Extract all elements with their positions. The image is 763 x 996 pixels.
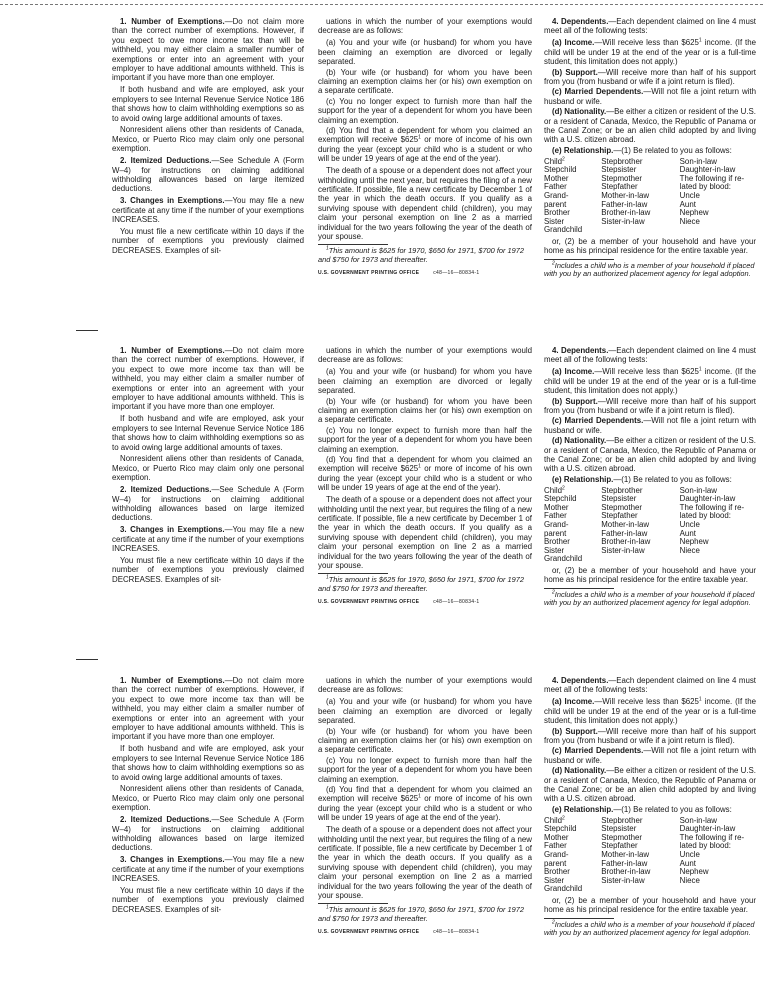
section-itemized-deductions (112, 485, 304, 523)
relationship-cell: Child$^2$ (544, 815, 565, 825)
test-heading: (e) Relationship. (552, 804, 614, 814)
footnote-text: Includes a child who is a member of your household if placed with you by an authorized placement agency for legal adoption. (544, 589, 755, 608)
relationship-cell: Stepmother (601, 832, 643, 842)
test-text: —Will not file a joint return with husband or wife. (544, 746, 756, 765)
test-heading: (a) Income. (552, 367, 595, 377)
relationship-cell: Sister (544, 875, 565, 885)
section-heading: 1. Number of Exemptions. (120, 676, 225, 685)
relationship-cell: Stepmother (601, 173, 643, 183)
relationship-cell: Daughter-in-law (679, 494, 736, 504)
item-text: or more of income of his own during the year (except your child who is a student or who will be under 19 years of age at the end of the year). (318, 135, 532, 164)
paragraph-household-member: or, (2) be a member of your household and have your home as his principal residence for the entire taxable year. (544, 237, 756, 256)
relationship-cell: Niece (679, 875, 700, 885)
test-text: —(1) Be related to you as follows: (613, 804, 732, 814)
relationship-cell: Aunt (679, 858, 696, 868)
relationship-cell (601, 226, 679, 235)
footnote-marker: 2 (561, 485, 565, 492)
relationship-table (544, 817, 756, 894)
paragraph-nonresident-aliens: Nonresident aliens other than residents of Canada, Mexico, or Puerto Rico may claim only one personal exemption. (112, 784, 304, 813)
item-a-divorced: (a) You and your wife (or husband) for whom you have been claiming an exemption are divorced or legally separated. (318, 697, 532, 726)
relationship-row (544, 226, 756, 235)
relationship-cell: Father-in-law (601, 858, 648, 868)
paragraph-must-file: You must file a new certificate within 10 days if the number of exemptions you previously claimed DECREASES. Examples of sit- (112, 556, 304, 584)
section-heading: 2. Itemized Deductions. (120, 815, 212, 825)
relationship-cell: Sister-in-law (601, 216, 645, 226)
relationship-table (544, 487, 756, 564)
section-text: —See Schedule A (Form W–4) for instructions on claiming additional withholding allowances based on large itemized deductions. (112, 815, 304, 853)
test-text: —Will not file a joint return with husband or wife. (544, 87, 756, 106)
footnote-marker: 1 (326, 574, 329, 581)
test-text: —(1) Be related to you as follows: (613, 474, 732, 484)
relationship-cell: Stepbrother (601, 485, 643, 495)
relationship-cell: lated by blood: (679, 841, 731, 851)
footnote-marker: 1 (698, 366, 702, 373)
printing-office-line (318, 598, 532, 607)
footnote-2 (544, 921, 756, 938)
instruction-copy (0, 676, 763, 996)
relationship-cell (680, 226, 756, 235)
relationship-cell: Mother-in-law (601, 191, 650, 201)
relationship-cell: Stepchild (544, 494, 577, 504)
test-e-relationship (544, 805, 756, 814)
test-text: income. (If the child will be under 19 at the end of the year or is a full-time student, this limitation does not apply.) (544, 367, 756, 396)
section-heading: 3. Changes in Exemptions. (120, 196, 225, 206)
section-text: —Each dependent claimed on line 4 must meet all of the following tests: (544, 676, 756, 695)
footnote-marker: 1 (418, 793, 421, 800)
footnote-marker: 2 (561, 156, 565, 163)
relationship-cell: Nephew (679, 867, 709, 877)
section-dependents (544, 17, 756, 36)
relationship-cell: Child$^2$ (544, 485, 565, 495)
relationship-cell: Stepchild (544, 165, 577, 175)
relationship-table (544, 158, 756, 235)
section-changes-in-exemptions (112, 525, 304, 553)
paragraph-husband-wife: If both husband and wife are employed, ask your employers to see Internal Revenue Service Notice 186 that shows how to claim withholding exemptions so as to avoid owing large additional amounts of taxes. (112, 85, 304, 123)
test-text: —Be either a citizen or resident of the U.S. or a resident of Canada, Mexico, the Republic of Panama or the Canal Zone; or be an alien child adopted by and living with a U.S. citizen abroad. (544, 436, 756, 474)
test-d-nationality (544, 436, 756, 474)
paragraph-nonresident-aliens: Nonresident aliens other than residents of Canada, Mexico, or Puerto Rico may claim only one personal exemption. (112, 125, 304, 154)
relationship-cell: Nephew (679, 208, 709, 218)
relationship-row (544, 530, 756, 539)
relationship-row (544, 521, 756, 530)
test-c-married (544, 416, 756, 435)
relationship-cell: The following if re- (679, 502, 745, 512)
section-number-of-exemptions (112, 17, 304, 83)
relationship-cell: Stepsister (601, 824, 637, 834)
column-right (544, 676, 756, 941)
relationship-row (544, 885, 756, 894)
column-left (112, 17, 304, 258)
section-text: —Do not claim more than the correct number of exemptions. However, if you expect to owe more income tax than will be withheld, you may either claim a smaller number of exemptions or enter into an agreement with your employer to have additional amounts withheld. This is important if you have more than one employer. (112, 17, 304, 83)
item-text: or more of income of his own during the year (except your child who is a student or who will be under 19 years of age at the end of the year). (318, 794, 532, 823)
test-text: —Will receive more than half of his support from you (from husband or wife if a joint return is filed). (544, 726, 756, 745)
relationship-cell: Grand- (544, 850, 569, 860)
footnote-text: Includes a child who is a member of your household if placed with you by an authorized placement agency for legal adoption. (544, 919, 755, 938)
item-d-dependent-income (318, 455, 532, 493)
item-c-support: (c) You no longer expect to furnish more than half the support for the year of a dependent for whom you have been claiming an exemption. (318, 96, 532, 125)
footnote-text: This amount is $625 for 1970, $650 for 1971, $700 for 1972 and $750 for 1973 and thereafter. (318, 246, 524, 264)
test-heading: (d) Nationality. (552, 107, 607, 117)
paragraph-husband-wife: If both husband and wife are employed, ask your employers to see Internal Revenue Service Notice 186 that shows how to claim withholding exemptions so as to avoid owing large additional amounts of taxes. (112, 414, 304, 452)
test-heading: (b) Support. (552, 67, 598, 77)
footnote-marker: 2 (552, 919, 555, 926)
relationship-cell: Mother (544, 173, 569, 183)
relationship-row (544, 201, 756, 210)
printing-office-line (318, 928, 532, 937)
instruction-copy (0, 346, 763, 666)
section-text: —See Schedule A (Form W–4) for instructions on claiming additional withholding allowances based on large itemized deductions. (112, 485, 304, 523)
footnote-text: Includes a child who is a member of your household if placed with you by an authorized placement agency for legal adoption. (544, 260, 755, 279)
section-changes-in-exemptions (112, 196, 304, 224)
test-heading: (d) Nationality. (552, 766, 607, 776)
section-heading: 3. Changes in Exemptions. (120, 855, 225, 865)
printing-office-name: U.S. GOVERNMENT PRINTING OFFICE (318, 598, 420, 605)
section-text: —You may file a new certificate at any time if the number of your exemptions INCREASES. (112, 525, 304, 554)
relationship-cell (601, 555, 679, 564)
item-a-divorced: (a) You and your wife (or husband) for whom you have been claiming an exemption are divorced or legally separated. (318, 38, 532, 67)
column-left (112, 346, 304, 587)
relationship-cell: Stepmother (601, 502, 643, 512)
relationship-cell: parent (544, 199, 567, 209)
relationship-cell: Grandchild (544, 554, 583, 564)
item-text: (d) You find that a dependent for whom you claimed an exemption will receive $625 (318, 454, 532, 474)
paragraph-decrease-intro: uations in which the number of your exemptions would decrease are as follows: (318, 676, 532, 695)
section-dependents (544, 346, 756, 365)
item-c-support: (c) You no longer expect to furnish more than half the support for the year of a dependent for whom you have been claiming an exemption. (318, 755, 532, 784)
column-middle (318, 676, 532, 937)
section-text: —Each dependent claimed on line 4 must meet all of the following tests: (544, 346, 756, 365)
relationship-cell: Stepfather (601, 182, 638, 192)
relationship-cell: Stepchild (544, 824, 577, 834)
relationship-cell: Stepfather (601, 511, 638, 521)
printing-code: c48—16—80834-1 (433, 598, 480, 605)
section-text: —Do not claim more than the correct number of exemptions. However, if you expect to owe more income tax than will be withheld, you may either claim a smaller number of exemptions or enter into an agreement with your employer to have additional amounts withheld. This is important if you have more than one employer. (112, 346, 304, 412)
footnote-marker: 1 (326, 904, 329, 911)
section-heading: 2. Itemized Deductions. (120, 485, 212, 495)
relationship-cell: Mother-in-law (601, 850, 650, 860)
relationship-cell: Aunt (679, 199, 696, 209)
footnote-marker: 2 (552, 260, 555, 267)
relationship-cell: Grand- (544, 191, 569, 201)
relationship-row (544, 555, 756, 564)
section-number-of-exemptions (112, 346, 304, 412)
relationship-cell: Grand- (544, 520, 569, 530)
item-a-divorced: (a) You and your wife (or husband) for whom you have been claiming an exemption are divorced or legally separated. (318, 367, 532, 396)
footnote-1 (318, 247, 532, 264)
relationship-cell: parent (544, 528, 567, 538)
relationship-cell: The following if re- (679, 173, 745, 183)
test-e-relationship (544, 475, 756, 484)
column-right (544, 346, 756, 611)
relationship-row (544, 183, 756, 192)
printing-office-line (318, 269, 532, 278)
relationship-row (544, 842, 756, 851)
printing-code: c48—16—80834-1 (433, 269, 480, 276)
relationship-cell: Father (544, 841, 567, 851)
paragraph-decrease-intro: uations in which the number of your exemptions would decrease are as follows: (318, 346, 532, 365)
test-text: —Will receive less than $625 (594, 367, 699, 377)
printing-office-name: U.S. GOVERNMENT PRINTING OFFICE (318, 269, 420, 276)
relationship-cell: Child$^2$ (544, 156, 565, 166)
column-middle (318, 346, 532, 607)
paragraph-household-member: or, (2) be a member of your household and have your home as his principal residence for the entire taxable year. (544, 896, 756, 915)
item-d-dependent-income (318, 126, 532, 164)
paragraph-decrease-intro: uations in which the number of your exemptions would decrease are as follows: (318, 17, 532, 36)
relationship-cell: Father (544, 182, 567, 192)
relationship-cell: Sister (544, 545, 565, 555)
section-heading: 1. Number of Exemptions. (120, 346, 225, 355)
column-middle (318, 17, 532, 278)
relationship-row (544, 868, 756, 877)
test-heading: (a) Income. (552, 697, 595, 707)
test-heading: (c) Married Dependents. (552, 746, 644, 756)
section-heading: 4. Dependents. (552, 676, 609, 685)
paragraph-must-file: You must file a new certificate within 10 days if the number of exemptions you previously claimed DECREASES. Examples of sit- (112, 886, 304, 914)
test-text: —Will receive less than $625 (594, 697, 699, 707)
printing-code: c48—16—80834-1 (433, 928, 480, 935)
paragraph-household-member: or, (2) be a member of your household and have your home as his principal residence for the entire taxable year. (544, 566, 756, 585)
relationship-cell: Niece (679, 545, 700, 555)
section-text: —Do not claim more than the correct number of exemptions. However, if you expect to owe more income tax than will be withheld, you may either claim a smaller number of exemptions or enter into an agreement with your employer to have additional amounts withheld. This is important if you have more than one employer. (112, 676, 304, 742)
relationship-cell: Sister (544, 216, 565, 226)
relationship-cell: Son-in-law (679, 156, 717, 166)
relationship-cell: lated by blood: (679, 182, 731, 192)
paragraph-nonresident-aliens: Nonresident aliens other than residents of Canada, Mexico, or Puerto Rico may claim only one personal exemption. (112, 454, 304, 483)
item-text: (d) You find that a dependent for whom you claimed an exemption will receive $625 (318, 125, 532, 145)
footnote-marker: 2 (552, 589, 555, 596)
footnote-marker: 1 (698, 696, 702, 703)
test-heading: (d) Nationality. (552, 436, 607, 446)
test-b-support (544, 397, 756, 416)
test-c-married (544, 746, 756, 765)
section-number-of-exemptions (112, 676, 304, 742)
test-a-income (544, 697, 756, 725)
relationship-cell: Stepsister (601, 494, 637, 504)
relationship-cell: Brother-in-law (601, 537, 651, 547)
paragraph-must-file: You must file a new certificate within 10 days if the number of exemptions you previously claimed DECREASES. Examples of sit- (112, 227, 304, 255)
relationship-cell: Brother-in-law (601, 867, 651, 877)
test-text: income. (If the child will be under 19 at the end of the year or is a full-time student, this limitation does not apply.) (544, 38, 756, 67)
section-heading: 1. Number of Exemptions. (120, 17, 225, 26)
relationship-cell: Daughter-in-law (679, 824, 736, 834)
section-heading: 3. Changes in Exemptions. (120, 525, 225, 535)
test-text: —Will receive less than $625 (594, 38, 699, 48)
test-a-income (544, 38, 756, 66)
footnote-marker: 1 (698, 37, 702, 44)
relationship-cell (680, 885, 756, 894)
relationship-row (544, 860, 756, 869)
relationship-cell: Nephew (679, 537, 709, 547)
item-c-support: (c) You no longer expect to furnish more than half the support for the year of a dependent for whom you have been claiming an exemption. (318, 425, 532, 454)
test-heading: (b) Support. (552, 726, 598, 736)
section-heading: 4. Dependents. (552, 17, 609, 26)
section-text: —Each dependent claimed on line 4 must meet all of the following tests: (544, 17, 756, 36)
test-d-nationality (544, 107, 756, 145)
section-text: —See Schedule A (Form W–4) for instructions on claiming additional withholding allowances based on large itemized deductions. (112, 156, 304, 194)
footnote-2 (544, 262, 756, 279)
test-heading: (e) Relationship. (552, 474, 614, 484)
relationship-cell: Uncle (679, 520, 700, 530)
paragraph-death-of-spouse: The death of a spouse or a dependent does not affect your withholding until the next year, but requires the filing of a new certificate. If possible, file a new certificate by December 1 of the year in which the death occurs. If you qualify as a surviving spouse with dependent child (children), you may claim your personal exemption on line 2 as a married individual for the two years following the year of the death of your spouse. (318, 495, 532, 570)
relationship-cell: Sister-in-law (601, 875, 645, 885)
section-heading: 4. Dependents. (552, 346, 609, 355)
paragraph-death-of-spouse: The death of a spouse or a dependent does not affect your withholding until the next year, but requires the filing of a new certificate. If possible, file a new certificate by December 1 of the year in which the death occurs. If you qualify as a surviving spouse with dependent child (children), you may claim your personal exemption on line 2 as a married individual for the two years following the year of the death of your spouse. (318, 825, 532, 900)
column-right (544, 17, 756, 282)
relationship-row (544, 209, 756, 218)
test-b-support (544, 727, 756, 746)
test-b-support (544, 68, 756, 87)
relationship-cell: Mother (544, 832, 569, 842)
item-d-dependent-income (318, 785, 532, 823)
relationship-cell: Grandchild (544, 884, 583, 894)
test-heading: (e) Relationship. (552, 145, 614, 155)
relationship-cell (601, 885, 679, 894)
relationship-cell: Uncle (679, 850, 700, 860)
relationship-cell: The following if re- (679, 832, 745, 842)
relationship-cell: Father-in-law (601, 528, 648, 538)
section-heading: 2. Itemized Deductions. (120, 156, 212, 166)
relationship-cell: Brother (544, 537, 570, 547)
relationship-cell (680, 555, 756, 564)
test-heading: (c) Married Dependents. (552, 416, 644, 426)
test-text: —Will not file a joint return with husband or wife. (544, 416, 756, 435)
test-text: —Will receive more than half of his support from you (from husband or wife if a joint return is filed). (544, 67, 756, 86)
section-itemized-deductions (112, 815, 304, 853)
relationship-cell: Son-in-law (679, 485, 717, 495)
section-text: —You may file a new certificate at any time if the number of your exemptions INCREASES. (112, 196, 304, 225)
instruction-copy (0, 17, 763, 337)
footnote-2 (544, 591, 756, 608)
item-b-separate-certificate: (b) Your wife (or husband) for whom you have been claiming an exemption claims her (or his) own exemption on a separate certificate. (318, 726, 532, 755)
test-text: —Will receive more than half of his support from you (from husband or wife if a joint return is filed). (544, 396, 756, 415)
relationship-cell: Brother-in-law (601, 208, 651, 218)
test-heading: (c) Married Dependents. (552, 87, 644, 97)
item-b-separate-certificate: (b) Your wife (or husband) for whom you have been claiming an exemption claims her (or his) own exemption on a separate certificate. (318, 396, 532, 425)
footnote-text: This amount is $625 for 1970, $650 for 1971, $700 for 1972 and $750 for 1973 and thereafter. (318, 575, 524, 593)
relationship-row (544, 192, 756, 201)
footnote-marker: 2 (561, 815, 565, 822)
section-text: —You may file a new certificate at any time if the number of your exemptions INCREASES. (112, 855, 304, 884)
relationship-cell: Mother (544, 502, 569, 512)
footnote-marker: 1 (418, 463, 421, 470)
top-dashed-rule (0, 4, 763, 5)
relationship-cell: Aunt (679, 528, 696, 538)
relationship-cell: Niece (679, 216, 700, 226)
relationship-cell: parent (544, 858, 567, 868)
item-text: or more of income of his own during the year (except your child who is a student or who will be under 19 years of age at the end of the year). (318, 464, 532, 493)
test-text: —Be either a citizen or resident of the U.S. or a resident of Canada, Mexico, the Republic of Panama or the Canal Zone; or be an alien child adopted by and living with a U.S. citizen abroad. (544, 766, 756, 804)
relationship-cell: Uncle (679, 191, 700, 201)
section-dependents (544, 676, 756, 695)
test-text: —Be either a citizen or resident of the U.S. or a resident of Canada, Mexico, the Republic of Panama or the Canal Zone; or be an alien child adopted by and living with a U.S. citizen abroad. (544, 107, 756, 145)
relationship-cell: Father-in-law (601, 199, 648, 209)
relationship-row (544, 851, 756, 860)
footnote-1 (318, 576, 532, 593)
relationship-cell: Daughter-in-law (679, 165, 736, 175)
relationship-row (544, 538, 756, 547)
paragraph-husband-wife: If both husband and wife are employed, ask your employers to see Internal Revenue Service Notice 186 that shows how to claim withholding exemptions so as to avoid owing large additional amounts of taxes. (112, 744, 304, 782)
relationship-cell: Mother-in-law (601, 520, 650, 530)
section-itemized-deductions (112, 156, 304, 194)
relationship-cell: Stepfather (601, 841, 638, 851)
item-text: (d) You find that a dependent for whom you claimed an exemption will receive $625 (318, 784, 532, 804)
relationship-cell: Son-in-law (679, 815, 717, 825)
section-changes-in-exemptions (112, 855, 304, 883)
test-text: income. (If the child will be under 19 at the end of the year or is a full-time student, this limitation does not apply.) (544, 697, 756, 726)
test-heading: (b) Support. (552, 396, 598, 406)
paragraph-death-of-spouse: The death of a spouse or a dependent does not affect your withholding until the next year, but requires the filing of a new certificate. If possible, file a new certificate by December 1 of the year in which the death occurs. If you qualify as a surviving spouse with dependent child (children), you may claim your personal exemption on line 2 as a married individual for the two years following the year of the death of your spouse. (318, 166, 532, 241)
test-heading: (a) Income. (552, 38, 595, 48)
column-left (112, 676, 304, 917)
test-c-married (544, 87, 756, 106)
printing-office-name: U.S. GOVERNMENT PRINTING OFFICE (318, 928, 420, 935)
relationship-cell: Stepbrother (601, 156, 643, 166)
footnote-marker: 1 (418, 134, 421, 141)
relationship-cell: Brother (544, 208, 570, 218)
relationship-cell: Stepsister (601, 165, 637, 175)
relationship-row (544, 512, 756, 521)
test-text: —(1) Be related to you as follows: (613, 145, 732, 155)
relationship-cell: Brother (544, 867, 570, 877)
test-a-income (544, 367, 756, 395)
item-b-separate-certificate: (b) Your wife (or husband) for whom you have been claiming an exemption claims her (or his) own exemption on a separate certificate. (318, 67, 532, 96)
footnote-marker: 1 (326, 245, 329, 252)
relationship-cell: lated by blood: (679, 511, 731, 521)
footnote-text: This amount is $625 for 1970, $650 for 1971, $700 for 1972 and $750 for 1973 and thereafter. (318, 905, 524, 923)
relationship-cell: Grandchild (544, 225, 583, 235)
test-d-nationality (544, 766, 756, 804)
relationship-cell: Father (544, 511, 567, 521)
relationship-cell: Sister-in-law (601, 545, 645, 555)
relationship-cell: Stepbrother (601, 815, 643, 825)
footnote-1 (318, 906, 532, 923)
test-e-relationship (544, 146, 756, 155)
